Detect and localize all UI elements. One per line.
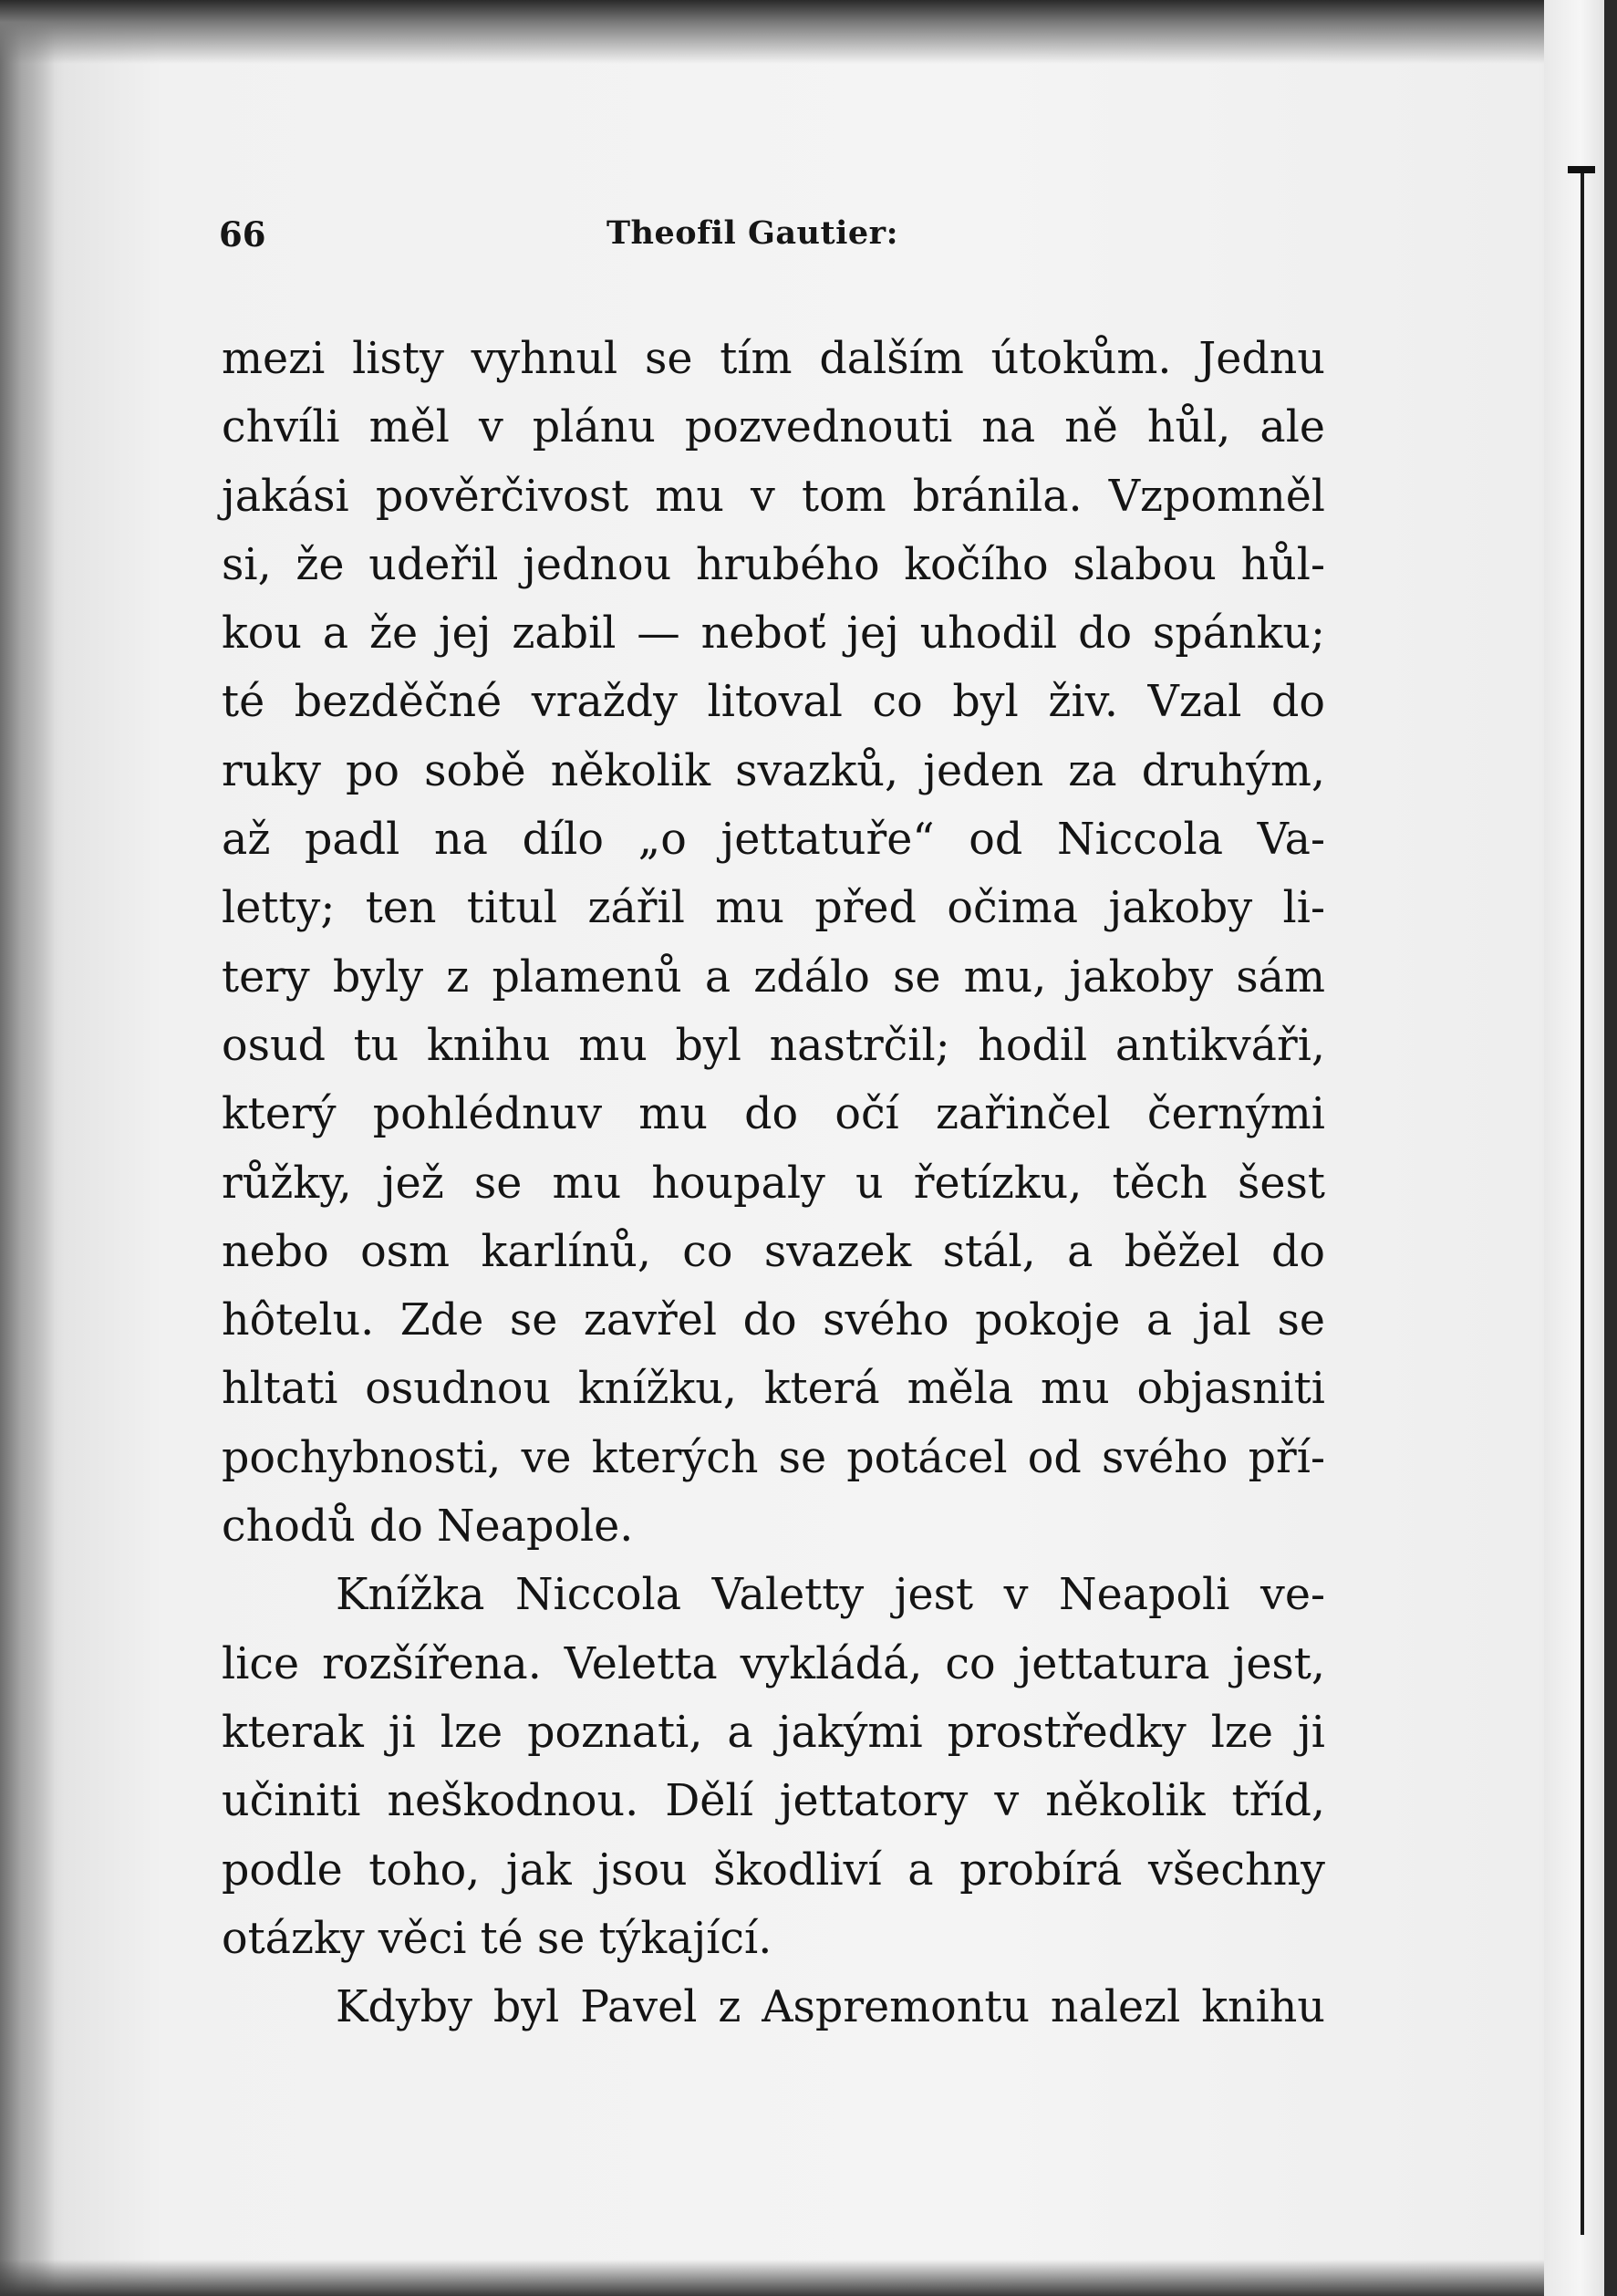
text-line: hôtelu. Zde se zavřel do svého pokoje a jal se [222,1295,1325,1346]
text-line: letty; ten titul zářil mu před očima jakoby li- [222,883,1325,934]
page-left-shadow [0,0,55,2296]
text-line: pochybnosti, ve kterých se potácel od svého pří- [222,1432,1325,1483]
page-bottom-shadow [0,2260,1617,2296]
binding-edge [1604,0,1617,2296]
text-line: té bezděčné vraždy litoval co byl živ. Vzal do [222,677,1325,728]
paragraph-start-line: Knížka Niccola Valetty jest v Neapoli ve- [336,1570,1325,1621]
text-line: mezi listy vyhnul se tím dalším útokům. Jednu [222,334,1325,384]
running-head: Theofil Gautier: [606,214,899,252]
text-line: chvíli měl v plánu pozvednouti na ně hůl, ale [222,402,1325,453]
paragraph-end-line: otázky věci té se týkající. [222,1913,772,1964]
binding-rule-cap [1568,166,1595,173]
text-line: osud tu knihu mu byl nastrčil; hodil antikváři, [222,1020,1325,1071]
text-line: kterak ji lze poznati, a jakými prostředky lze ji [222,1707,1325,1758]
text-line: učiniti neškodnou. Dělí jettatory v několik tříd, [222,1776,1325,1827]
page-number: 66 [219,214,266,255]
page-header [219,214,1322,269]
text-line: si, že udeřil jednou hrubého kočího slabou hůl- [222,539,1325,590]
text-line: ruky po sobě několik svazků, jeden za druhým, [222,745,1325,796]
text-line: kou a že jej zabil — neboť jej uhodil do spánku; [222,608,1325,660]
text-line: nebo osm karlínů, co svazek stál, a běžel do [222,1226,1325,1277]
body-text [222,325,1325,2041]
text-line: až padl na dílo „o jettatuře“ od Niccola Va- [222,815,1325,866]
binding-margin [1544,0,1617,2296]
text-line: jakási pověrčivost mu v tom bránila. Vzpomněl [222,471,1325,522]
paragraph-start-line: Kdyby byl Pavel z Aspremontu nalezl knihu [336,1982,1325,2033]
page-top-shadow [0,0,1617,64]
paragraph-end-line: chodů do Neapole. [222,1501,634,1553]
text-line: hltati osudnou knížku, která měla mu objasniti [222,1364,1325,1415]
text-line: růžky, jež se mu houpaly u řetízku, těch šest [222,1158,1325,1209]
binding-rule [1581,173,1584,2235]
text-line: který pohlédnuv mu do očí zařinčel černými [222,1089,1325,1140]
text-line: podle toho, jak jsou škodliví a probírá všechny [222,1844,1325,1896]
text-line: lice rozšířena. Veletta vykládá, co jettatura jest, [222,1638,1325,1689]
text-line: tery byly z plamenů a zdálo se mu, jakoby sám [222,951,1325,1003]
